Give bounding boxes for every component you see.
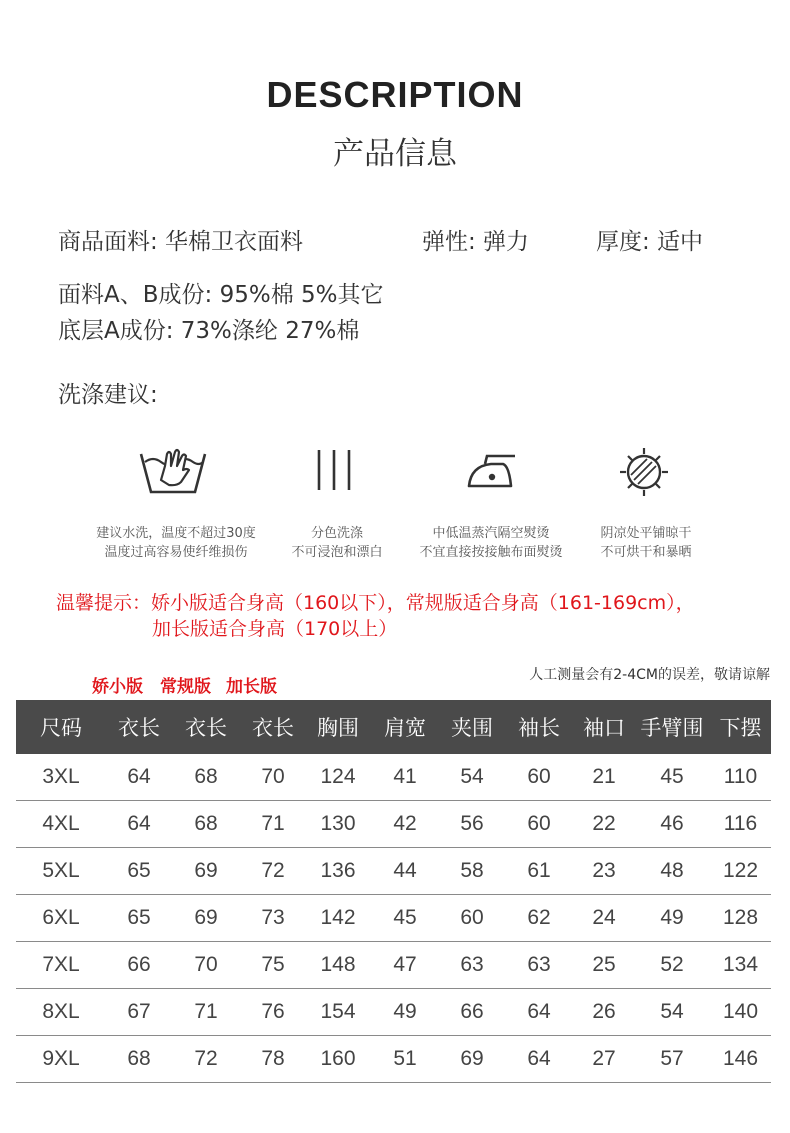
table-cell: 69 bbox=[172, 848, 240, 895]
table-cell: 54 bbox=[440, 754, 504, 801]
title-en: DESCRIPTION bbox=[266, 74, 524, 115]
table-cell: 65 bbox=[106, 895, 172, 942]
table-cell: 68 bbox=[172, 801, 240, 848]
wash-tip-1-line1: 建议水洗，温度不超过30度 bbox=[96, 526, 256, 541]
header-length-petite: 衣长 bbox=[106, 700, 172, 754]
table-cell: 56 bbox=[440, 801, 504, 848]
table-cell: 64 bbox=[504, 1036, 574, 1083]
header-arm: 手臂围 bbox=[634, 700, 710, 754]
table-cell: 124 bbox=[306, 754, 370, 801]
table-cell: 71 bbox=[240, 801, 306, 848]
wash-tip-3-line1: 中低温蒸汽隔空熨烫 bbox=[432, 526, 550, 541]
size-cell: 9XL bbox=[16, 1036, 106, 1083]
table-cell: 27 bbox=[574, 1036, 634, 1083]
table-cell: 49 bbox=[634, 895, 710, 942]
table-cell: 63 bbox=[440, 942, 504, 989]
composition-base: 底层A成份: 73%涤纶 27%棉 bbox=[58, 318, 360, 344]
fabric-info: 商品面料: 华棉卫衣面料 bbox=[58, 229, 304, 255]
wash-title: 洗涤建议: bbox=[58, 382, 158, 408]
table-cell: 65 bbox=[106, 848, 172, 895]
table-cell: 23 bbox=[574, 848, 634, 895]
table-cell: 60 bbox=[440, 895, 504, 942]
table-cell: 52 bbox=[634, 942, 710, 989]
separate-wash-icon bbox=[295, 440, 375, 500]
size-cell: 8XL bbox=[16, 989, 106, 1036]
table-cell: 66 bbox=[106, 942, 172, 989]
table-cell: 130 bbox=[306, 801, 370, 848]
table-cell: 62 bbox=[504, 895, 574, 942]
size-table-header bbox=[16, 700, 771, 754]
table-cell: 22 bbox=[574, 801, 634, 848]
table-cell: 44 bbox=[370, 848, 440, 895]
table-cell: 68 bbox=[106, 1036, 172, 1083]
version-petite: 娇小版 bbox=[92, 677, 143, 697]
table-cell: 64 bbox=[504, 989, 574, 1036]
size-cell: 5XL bbox=[16, 848, 106, 895]
table-cell: 75 bbox=[240, 942, 306, 989]
table-cell: 54 bbox=[634, 989, 710, 1036]
table-cell: 154 bbox=[306, 989, 370, 1036]
header-length-long: 衣长 bbox=[240, 700, 306, 754]
table-cell: 140 bbox=[710, 989, 771, 1036]
table-cell: 68 bbox=[172, 754, 240, 801]
table-cell: 60 bbox=[504, 754, 574, 801]
table-cell: 63 bbox=[504, 942, 574, 989]
header-cuff: 袖口 bbox=[574, 700, 634, 754]
table-cell: 78 bbox=[240, 1036, 306, 1083]
header-length-regular: 衣长 bbox=[172, 700, 240, 754]
wash-tip-4 bbox=[536, 524, 756, 562]
table-cell: 21 bbox=[574, 754, 634, 801]
table-row bbox=[16, 989, 771, 1036]
header-armhole: 夹围 bbox=[440, 700, 504, 754]
size-cell: 7XL bbox=[16, 942, 106, 989]
table-cell: 64 bbox=[106, 801, 172, 848]
header-size: 尺码 bbox=[16, 700, 106, 754]
table-cell: 41 bbox=[370, 754, 440, 801]
table-cell: 71 bbox=[172, 989, 240, 1036]
table-cell: 128 bbox=[710, 895, 771, 942]
table-row bbox=[16, 895, 771, 942]
header-sleeve: 袖长 bbox=[504, 700, 574, 754]
table-cell: 64 bbox=[106, 754, 172, 801]
size-tip-line2: 加长版适合身高（170以上） bbox=[152, 618, 398, 640]
table-cell: 42 bbox=[370, 801, 440, 848]
table-row bbox=[16, 801, 771, 848]
table-cell: 72 bbox=[240, 848, 306, 895]
table-row bbox=[16, 848, 771, 895]
table-cell: 45 bbox=[634, 754, 710, 801]
table-cell: 67 bbox=[106, 989, 172, 1036]
table-cell: 69 bbox=[440, 1036, 504, 1083]
table-cell: 47 bbox=[370, 942, 440, 989]
no-tumble-dry-icon bbox=[604, 440, 684, 500]
table-cell: 136 bbox=[306, 848, 370, 895]
table-cell: 116 bbox=[710, 801, 771, 848]
table-cell: 70 bbox=[240, 754, 306, 801]
table-cell: 57 bbox=[634, 1036, 710, 1083]
table-cell: 48 bbox=[634, 848, 710, 895]
table-cell: 58 bbox=[440, 848, 504, 895]
header-chest: 胸围 bbox=[306, 700, 370, 754]
iron-icon bbox=[451, 440, 531, 500]
composition-a-b: 面料A、B成份: 95%棉 5%其它 bbox=[58, 282, 384, 308]
table-cell: 148 bbox=[306, 942, 370, 989]
table-cell: 110 bbox=[710, 754, 771, 801]
wash-tip-4-line2: 不可烘干和暴晒 bbox=[600, 545, 692, 560]
table-cell: 69 bbox=[172, 895, 240, 942]
table-cell: 73 bbox=[240, 895, 306, 942]
header-shoulder: 肩宽 bbox=[370, 700, 440, 754]
size-cell: 3XL bbox=[16, 754, 106, 801]
header-hem: 下摆 bbox=[710, 700, 771, 754]
table-cell: 61 bbox=[504, 848, 574, 895]
table-cell: 72 bbox=[172, 1036, 240, 1083]
thickness-info: 厚度: 适中 bbox=[596, 229, 704, 255]
table-cell: 25 bbox=[574, 942, 634, 989]
hand-wash-icon bbox=[133, 440, 213, 500]
wash-tip-1-line2: 温度过高容易使纤维损伤 bbox=[104, 545, 248, 560]
table-cell: 142 bbox=[306, 895, 370, 942]
table-cell: 45 bbox=[370, 895, 440, 942]
measure-note: 人工测量会有2-4CM的误差，敬请谅解 bbox=[529, 667, 770, 683]
table-cell: 160 bbox=[306, 1036, 370, 1083]
size-cell: 4XL bbox=[16, 801, 106, 848]
size-table bbox=[16, 700, 771, 1083]
size-tip-line1: 温馨提示：娇小版适合身高（160以下），常规版适合身高（161-169cm）， bbox=[56, 592, 695, 614]
elasticity-info: 弹性: 弹力 bbox=[422, 229, 530, 255]
table-cell: 24 bbox=[574, 895, 634, 942]
table-cell: 122 bbox=[710, 848, 771, 895]
table-row bbox=[16, 754, 771, 801]
size-cell: 6XL bbox=[16, 895, 106, 942]
title-cn: 产品信息 bbox=[333, 136, 457, 172]
version-long: 加长版 bbox=[226, 677, 277, 697]
table-cell: 26 bbox=[574, 989, 634, 1036]
table-cell: 46 bbox=[634, 801, 710, 848]
table-cell: 60 bbox=[504, 801, 574, 848]
version-regular: 常规版 bbox=[160, 677, 211, 697]
wash-tip-2-line2: 不可浸泡和漂白 bbox=[291, 545, 383, 560]
table-cell: 70 bbox=[172, 942, 240, 989]
table-row bbox=[16, 942, 771, 989]
wash-tip-4-line1: 阴凉处平铺晾干 bbox=[600, 526, 692, 541]
table-cell: 146 bbox=[710, 1036, 771, 1083]
wash-tip-2-line1: 分色洗涤 bbox=[310, 526, 363, 541]
table-cell: 134 bbox=[710, 942, 771, 989]
table-cell: 49 bbox=[370, 989, 440, 1036]
table-row bbox=[16, 1036, 771, 1083]
table-cell: 66 bbox=[440, 989, 504, 1036]
table-cell: 51 bbox=[370, 1036, 440, 1083]
wash-tip-3-line2: 不宜直接按接触布面熨烫 bbox=[419, 545, 563, 560]
table-cell: 76 bbox=[240, 989, 306, 1036]
